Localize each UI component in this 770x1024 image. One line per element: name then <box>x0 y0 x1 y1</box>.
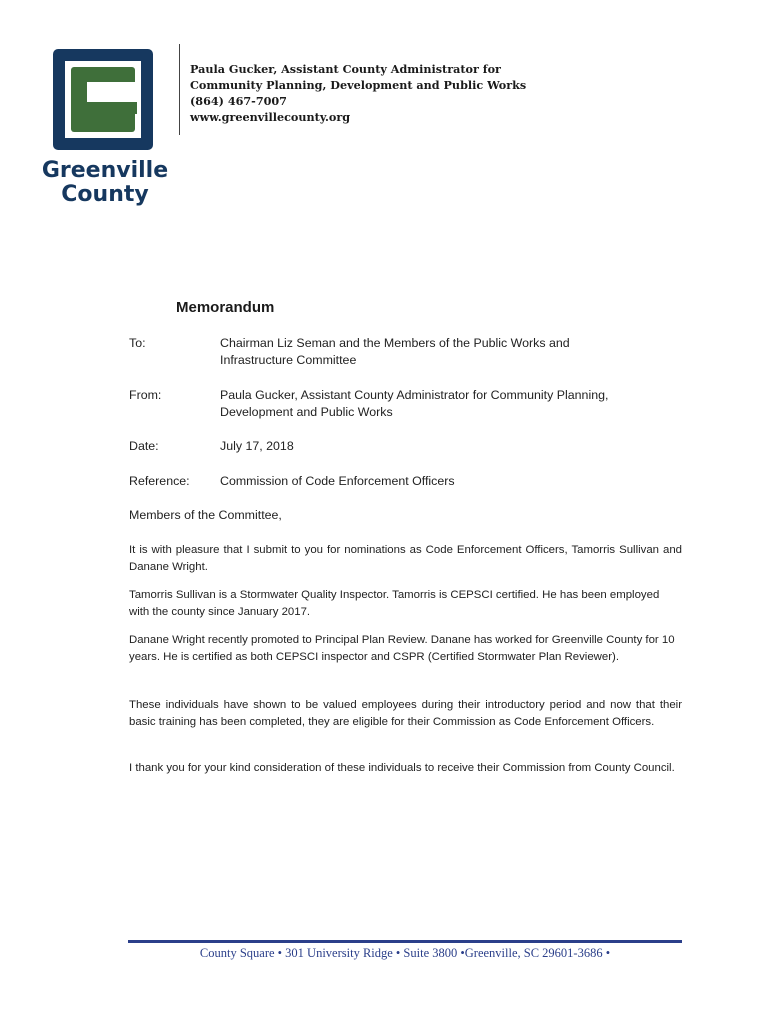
memo-to-value <box>220 335 680 369</box>
letterhead-website: www.greenvillecounty.org <box>190 110 351 124</box>
paragraph-2: Tamorris Sullivan is a Stormwater Quality Inspector. Tamorris is CEPSCI certified. He has been employed with the county since January 2017. <box>129 589 660 618</box>
logo-g-bar <box>105 102 137 114</box>
letterhead-phone: (864) 467-7007 <box>190 94 287 108</box>
salutation: Members of the Committee, <box>129 508 282 522</box>
logo-text-county: County <box>61 182 149 206</box>
footer-rule <box>128 940 682 943</box>
memo-date-label: Date: <box>129 439 159 453</box>
memo-date-value: July 17, 2018 <box>220 439 294 453</box>
memo-from-line-1: Paula Gucker, Assistant County Administrator for Community Planning, <box>220 388 609 402</box>
logo-g-opening <box>87 82 137 102</box>
letterhead-line-1: Paula Gucker, Assistant County Administrator for <box>190 62 501 76</box>
memo-title: Memorandum <box>176 299 275 316</box>
paragraph-1: It is with pleasure that I submit to you for nominations as Code Enforcement Officers, Tamorris Sullivan and Danane Wright. <box>129 544 682 573</box>
header-divider <box>179 44 180 135</box>
memo-from-value <box>220 387 680 421</box>
paragraph-5: I thank you for your kind consideration of these individuals to receive their Commission from County Council. <box>129 762 675 774</box>
greenville-county-logo <box>33 46 178 206</box>
memo-to-line-1: Chairman Liz Seman and the Members of the Public Works and <box>220 336 570 350</box>
memo-reference-value: Commission of Code Enforcement Officers <box>220 474 455 488</box>
paragraph-4: These individuals have shown to be valued employees during their introductory period and now that their basic training has been completed, they are eligible for their Commission as Code Enforcement Officers. <box>129 699 682 728</box>
paragraph-3: Danane Wright recently promoted to Principal Plan Review. Danane has worked for Greenville County for 10 years. He is certified as both CEPSCI inspector and CSPR (Certified Stormwater Plan Reviewer). <box>129 634 675 663</box>
letterhead-line-2: Community Planning, Development and Public Works <box>190 78 527 92</box>
logo-text-greenville: Greenville <box>41 158 169 183</box>
footer-address: County Square • 301 University Ridge • Suite 3800 •Greenville, SC 29601-3686 • <box>199 946 611 960</box>
memo-from-label: From: <box>129 388 162 402</box>
memo-to-label: To: <box>129 336 146 350</box>
memo-to-line-2: Infrastructure Committee <box>220 353 357 367</box>
memo-reference-label: Reference: <box>129 474 190 488</box>
memo-from-line-2: Development and Public Works <box>220 405 393 419</box>
letterhead <box>190 61 526 125</box>
